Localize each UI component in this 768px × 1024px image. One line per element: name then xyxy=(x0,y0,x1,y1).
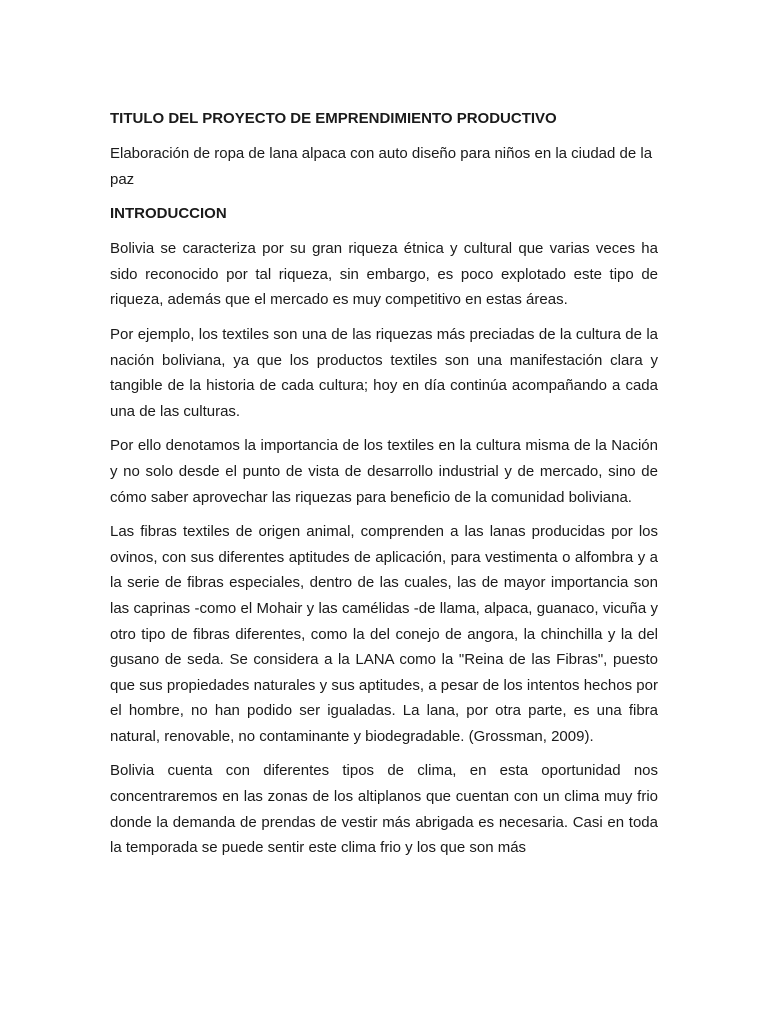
document-page xyxy=(110,106,658,870)
document-subtitle: Elaboración de ropa de lana alpaca con auto diseño para niños en la ciudad de la paz xyxy=(110,145,653,188)
document-title: TITULO DEL PROYECTO DE EMPRENDIMIENTO PRODUCTIVO xyxy=(110,110,557,127)
section-heading-introduccion: INTRODUCCION xyxy=(110,205,227,223)
paragraph: Por ejemplo, los textiles son una de las riquezas más preciadas de la cultura de la nación boliviana, ya que los productos textiles son una manifestación clara y tangible de la historia de cada cultura; hoy en día continúa acompañando a cada una de las culturas. xyxy=(110,325,658,420)
paragraph: Las fibras textiles de origen animal, comprenden a las lanas producidas por los ovinos, con sus diferentes aptitudes de aplicación, para vestimenta o alfombra y a la serie de fibras especiales, dentro de las cuales, las de mayor importancia son las caprinas -como el Mohair y las camélidas -de llama, alpaca, guanaco, vicuña y otro tipo de fibras diferentes, como la del conejo de angora, la chinchilla y la del gusano de seda. Se considera a la LANA como la "Reina de las Fibras", puesto que sus propiedades naturales y sus aptitudes, a pesar de los intentos hechos por el hombre, no han podido ser igualadas. La lana, por otra parte, es una fibra natural, renovable, no contaminante y biodegradable. (Grossman, 2009). xyxy=(110,523,658,745)
paragraph: Por ello denotamos la importancia de los textiles en la cultura misma de la Nación y no solo desde el punto de vista de desarrollo industrial y de mercado, sino de cómo saber aprovechar las riquezas para beneficio de la comunidad boliviana. xyxy=(110,437,658,506)
paragraph: Bolivia se caracteriza por su gran riqueza étnica y cultural que varias veces ha sido reconocido por tal riqueza, sin embargo, es poco explotado este tipo de riqueza, además que el mercado es muy competitivo en estas áreas. xyxy=(110,240,658,309)
paragraph: Bolivia cuenta con diferentes tipos de clima, en esta oportunidad nos concentraremos en las zonas de los altiplanos que cuentan con un clima muy frio donde la demanda de prendas de vestir más abrigada es necesaria. Casi en toda la temporada se puede sentir este clima frio y los que son más xyxy=(110,762,658,857)
